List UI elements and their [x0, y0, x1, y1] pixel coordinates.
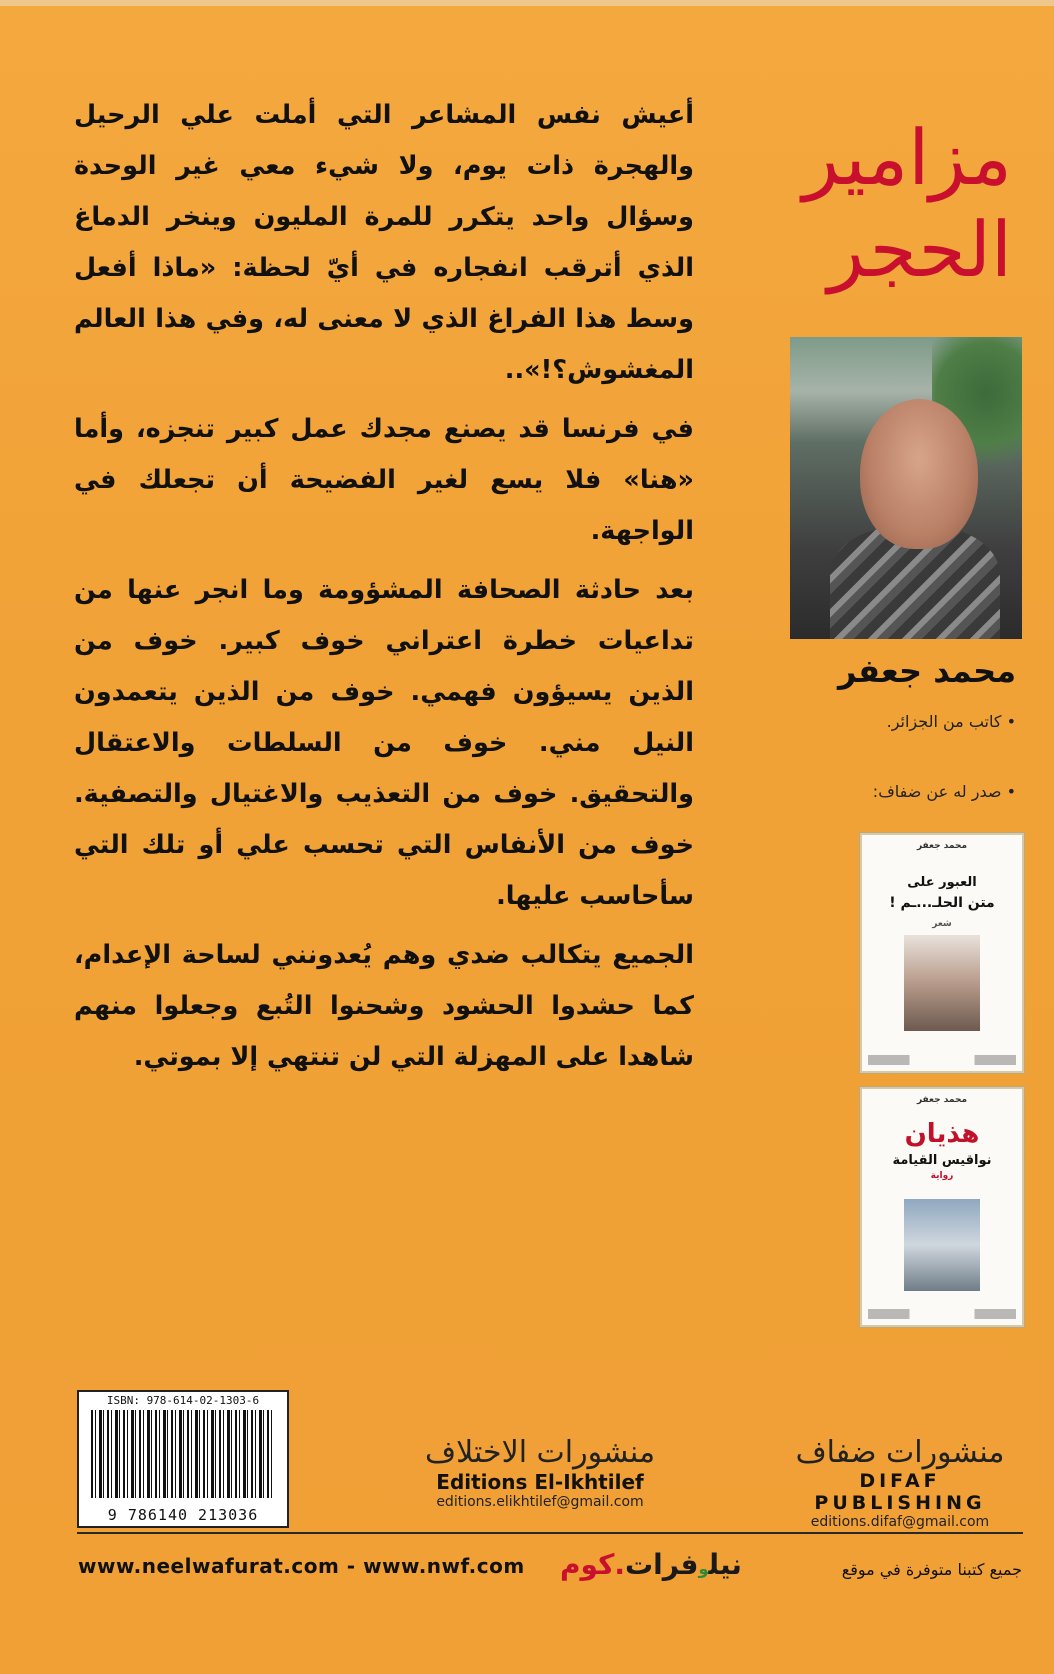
- other-book-artwork: [904, 1199, 980, 1291]
- isbn-barcode: [77, 1390, 289, 1528]
- other-book-author: محمد جعفر: [916, 1095, 968, 1105]
- publisher-difaf-email: editions.difaf@gmail.com: [810, 1514, 990, 1530]
- store-logo: [560, 1548, 742, 1581]
- other-book-author: محمد جعفر: [916, 841, 968, 851]
- other-book-publisher-logos: [868, 1055, 1016, 1065]
- publisher-difaf-arabic: منشورات ضفاف: [795, 1435, 1005, 1470]
- publisher-difaf: [775, 1435, 1025, 1530]
- isbn-label: ISBN: 978-614-02-1303-6: [106, 1394, 260, 1407]
- other-book-genre: رواية: [930, 1171, 954, 1181]
- availability-note: جميع كتبنا متوفرة في موقع: [841, 1560, 1022, 1579]
- publisher-ikhtilef: [420, 1435, 660, 1510]
- author-name: محمد جعفر: [837, 652, 1016, 690]
- other-book-artwork: [904, 935, 980, 1031]
- other-book-cover-2: [860, 1087, 1024, 1327]
- other-book-title-line-1: العبور على: [907, 875, 977, 890]
- blurb-paragraph-4: الجميع يتكالب ضدي وهم يُعدونني لساحة الإعدام، كما حشدوا الحشود وشحنوا التُبع وجعلوا منهم شاهدا على المهزلة التي لن تنتهي إلا بموتي.: [74, 940, 694, 1072]
- top-edge: [0, 0, 1054, 6]
- blurb-paragraph-2: في فرنسا قد يصنع مجدك عمل كبير تنجزه، وأما «هنا» فلا يسع لغير الفضيحة أن تجعلك في الواجهة.: [74, 414, 694, 546]
- store-logo-part-2: و: [698, 1559, 709, 1578]
- other-book-title-line-1: هذيان: [904, 1119, 980, 1149]
- barcode-number: 9 786140 213036: [107, 1506, 259, 1524]
- barcode-bars: [91, 1410, 275, 1498]
- other-book-publisher-logos: [868, 1309, 1016, 1319]
- photo-face: [860, 399, 978, 549]
- author-photo: [790, 337, 1022, 639]
- store-logo-part-3: فرات: [625, 1548, 699, 1581]
- other-book-title-line-2: متن الحلـ...ـم !: [889, 895, 995, 911]
- author-origin: • كاتب من الجزائر.: [886, 712, 1016, 731]
- blurb-paragraph-1: أعيش نفس المشاعر التي أملت علي الرحيل والهجرة ذات يوم، ولا شيء معي غير الوحدة وسؤال واحد يتكرر للمرة المليون وينخر الدماغ الذي أترقب انفجاره في أيّ لحظة: «ماذا أفعل وسط هذا الفراغ الذي لا معنى له، وفي هذا العالم المغشوش؟!»..: [74, 100, 694, 385]
- other-book-title-line-2: نواقيس القيامة: [892, 1153, 992, 1168]
- other-book-genre: شعر: [932, 919, 952, 929]
- other-book-cover-1: [860, 833, 1024, 1073]
- also-published-label: • صدر له عن ضفاف:: [872, 782, 1016, 801]
- publisher-ikhtilef-email: editions.elikhtilef@gmail.com: [436, 1494, 644, 1510]
- book-title-line-1: مزامير: [802, 113, 1012, 202]
- publisher-ikhtilef-arabic: منشورات الاختلاف: [424, 1435, 656, 1470]
- store-logo-part-4: .كوم: [560, 1548, 625, 1581]
- book-title-line-2: الحجر: [827, 205, 1012, 294]
- store-urls: www.neelwafurat.com - www.nwf.com: [78, 1554, 525, 1578]
- bottom-divider: [77, 1532, 1023, 1534]
- store-logo-part-1: نيل: [708, 1548, 742, 1581]
- publisher-difaf-name: DIFAF PUBLISHING: [814, 1470, 986, 1514]
- blurb-paragraph-3: بعد حادثة الصحافة المشؤومة وما انجر عنها من تداعيات خطرة اعتراني خوف كبير. خوف من الذين يسيؤون فهمي. خوف من الذين يتعمدون النيل مني. خوف من السلطات والاعتقال والتحقيق. خوف من التعذيب والاغتيال والتصفية. خوف من الأنفاس التي تحسب علي أو تلك التي سأحاسب عليها.: [74, 575, 694, 911]
- blurb: [74, 90, 694, 1091]
- publisher-ikhtilef-name: Editions El-Ikhtilef: [436, 1470, 644, 1494]
- book-title: [752, 112, 1012, 296]
